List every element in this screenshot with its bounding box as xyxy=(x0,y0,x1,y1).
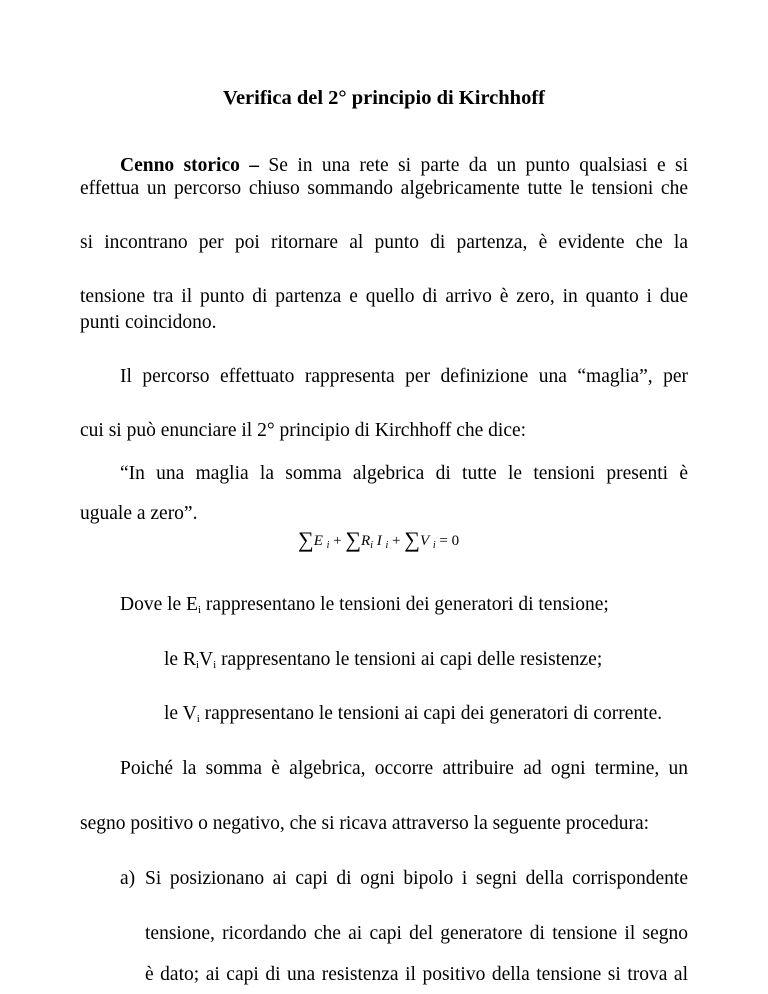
definition-3-sub: i xyxy=(196,713,200,725)
page-title: Verifica del 2° principio di Kirchhoff xyxy=(223,87,545,109)
definition-1-sub: i xyxy=(197,604,202,616)
formula-V: V xyxy=(419,533,430,549)
para2-line-1: Il percorso effettuato rappresenta per definizione una “maglia”, per xyxy=(120,366,688,387)
intro-heading: Cenno storico – xyxy=(120,155,260,176)
formula-sub: i xyxy=(432,540,436,551)
formula-sub: i xyxy=(370,540,373,551)
intro-line-1-text: Se in una rete si parte da un punto qualsiasi e si xyxy=(259,155,688,176)
formula-I: I xyxy=(376,533,382,549)
list-a-line-1: Si posizionano ai capi di ogni bipolo i segni della corrispondente xyxy=(145,868,688,889)
list-a-marker: a) xyxy=(120,868,136,889)
kirchhoff-formula xyxy=(298,529,459,557)
definition-3-pre: le V xyxy=(164,703,197,724)
formula-E: E xyxy=(313,533,323,549)
definition-3-post: rappresentano le tensioni ai capi dei generatori di corrente. xyxy=(199,703,663,724)
intro-line-3: si incontrano per poi ritornare al punto di partenza, è evidente che la xyxy=(80,232,688,253)
quote-line-2: uguale a zero”. xyxy=(80,503,198,524)
summation-symbol: ∑ xyxy=(345,527,362,552)
definition-2-mid: V xyxy=(199,649,214,670)
para3-line-1: Poiché la somma è algebrica, occorre attribuire ad ogni termine, un xyxy=(120,758,688,779)
definition-3 xyxy=(164,701,768,732)
formula-plus: + xyxy=(392,533,401,549)
summation-symbol: ∑ xyxy=(298,527,314,552)
quote-line-1: “In una maglia la somma algebrica di tutte le tensioni presenti è xyxy=(120,463,688,484)
definition-1-pre: Dove le E xyxy=(120,594,198,615)
intro-line-4: tensione tra il punto di partenza e quello di arrivo è zero, in quanto i due xyxy=(80,286,688,307)
definition-2-sub-2: i xyxy=(213,659,217,671)
formula-equals: = 0 xyxy=(439,533,460,549)
formula-sub: i xyxy=(326,540,330,551)
formula-sub: i xyxy=(385,540,389,551)
definition-1 xyxy=(120,592,728,623)
summation-symbol: ∑ xyxy=(404,527,420,552)
definition-1-post: rappresentano le tensioni dei generatori di tensione; xyxy=(201,594,609,615)
intro-line-2: effettua un percorso chiuso sommando algebricamente tutte le tensioni che xyxy=(80,178,688,199)
formula-R: R xyxy=(361,533,371,549)
list-a-line-3: è dato; ai capi di una resistenza il positivo della tensione si trova al xyxy=(145,964,688,985)
para2-line-2: cui si può enunciare il 2° principio di Kirchhoff che dice: xyxy=(80,420,527,441)
definition-2 xyxy=(164,647,768,678)
intro-line-5: punti coincidono. xyxy=(80,312,217,333)
definition-2-post: rappresentano le tensioni ai capi delle resistenze; xyxy=(216,649,603,670)
definition-2-pre: le R xyxy=(164,649,196,670)
list-a-line-2: tensione, ricordando che ai capi del generatore di tensione il segno xyxy=(145,923,688,944)
para3-line-2: segno positivo o negativo, che si ricava attraverso la seguente procedura: xyxy=(80,813,650,834)
formula-plus: + xyxy=(333,533,342,549)
definition-2-sub-1: i xyxy=(195,659,200,671)
